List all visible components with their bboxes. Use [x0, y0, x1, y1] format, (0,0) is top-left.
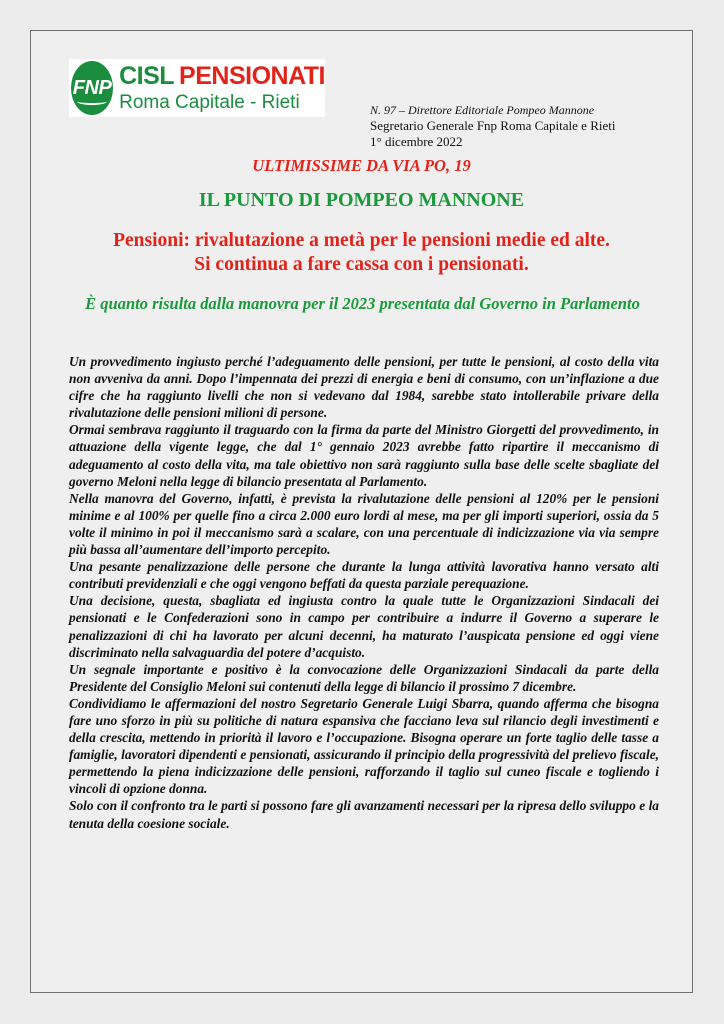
logo-region: Roma Capitale - Rieti — [119, 92, 300, 113]
fnp-badge-icon — [71, 61, 113, 115]
column-title: IL PUNTO DI POMPEO MANNONE — [198, 189, 525, 211]
headline-line-1: Pensioni: rivalutazione a metà per le pensioni medie ed alte. — [113, 230, 610, 251]
article-paragraph: Un provvedimento ingiusto perché l’adeguamento delle pensioni, per tutte le pensioni, al costo della vita non avveniva da anni. Dopo l’impennata dei prezzi di energia e beni di consumo, con un’inflazione a due cifre che ha raggiunto livelli che non si vedevano dal 1984, sarebbe stato intollerabile privare della rivalutazione delle pensioni milioni di persone. — [69, 354, 659, 421]
article-paragraph: Condividiamo le affermazioni del nostro Segretario Generale Luigi Sbarra, quando afferma che bisogna fare uno sforzo in più su politiche di natura espansiva che facciano leva sul rilancio degli investimenti e della crescita, mettendo in priorità il lavoro e l’occupazione. Bisogna operare un forte taglio delle tasse a famiglie, lavoratori dipendenti e pensionati, assicurando il principio della progressività del prelievo fiscale, permettendo la piena indicizzazione delle pensioni, rafforzando il taglio sul cuneo fiscale e togliendo i vincoli di opzione donna. — [69, 695, 659, 797]
article-paragraph: Un segnale importante e positivo è la convocazione delle Organizzazioni Sindacali da parte della Presidente del Consiglio Meloni sui contenuti della legge di bilancio il prossimo 7 dicembre. — [69, 661, 659, 694]
article-paragraph: Ormai sembrava raggiunto il traguardo con la firma da parte del Ministro Giorgetti del provvedimento, in attuazione della vigente legge, che dal 1° gennaio 2023 avrebbe fatto ripartire il meccanismo di adeguamento al costo della vita, ma tale obiettivo non sarà raggiunto sulla base delle scelte sbagliate del governo Meloni nella legge di bilancio presentata al Parlamento. — [69, 422, 659, 489]
masthead-meta — [370, 102, 615, 150]
newsletter-page — [30, 30, 693, 993]
article-paragraph: Una pesante penalizzazione delle persone che durante la lunga attività lavorativa hanno versato alti contributi previdenziali e che oggi vengono beffati da questa parziale perequazione. — [69, 559, 659, 592]
logo-brand-cisl: CISL — [119, 62, 175, 90]
kicker: ULTIMISSIME DA VIA PO, 19 — [252, 156, 471, 175]
article-paragraph: Solo con il confronto tra le parti si possono fare gli avanzamenti necessari per la ripresa dello sviluppo e la tenuta della coesione sociale. — [69, 798, 659, 831]
headline-line-2: Si continua a fare cassa con i pensionati. — [194, 254, 529, 275]
fnp-badge-text: FNP — [72, 76, 112, 99]
article-body — [69, 353, 659, 832]
logo-brand-pensionati: PENSIONATI — [179, 62, 325, 90]
secretary-line: Segretario Generale Fnp Roma Capitale e Rieti — [370, 118, 616, 133]
editor-line: N. 97 – Direttore Editoriale Pompeo Mannone — [370, 103, 595, 117]
date-line: 1° dicembre 2022 — [370, 134, 463, 149]
subhead: È quanto risulta dalla manovra per il 2023 presentata dal Governo in Parlamento — [85, 294, 640, 313]
article-paragraph: Una decisione, questa, sbagliata ed ingiusta contro la quale tutte le Organizzazioni Sindacali dei pensionati e le Confederazioni sono in campo per contribuire a indurre il Governo a superare le penalizzazioni di chi ha lavorato per alcuni decenni, ha maturato l’auspicata pensione ed oggi viene discriminato nella salvaguardia del potere d’acquisto. — [69, 593, 659, 660]
logo-wordmark — [119, 64, 325, 112]
headline — [31, 229, 692, 277]
cisl-pensionati-logo — [69, 59, 325, 117]
article-paragraph: Nella manovra del Governo, infatti, è prevista la rivalutazione delle pensioni al 120% per le pensioni minime e al 100% per quelle fino a circa 2.000 euro lordi al mese, ma per gli importi superiori, ossia da 5 volte il minimo in poi il meccanismo sarà a scalare, con una percentuale di indicizzazione via via sempre più bassa all’aumentare dell’importo percepito. — [69, 490, 659, 558]
logo-brand — [119, 64, 325, 89]
